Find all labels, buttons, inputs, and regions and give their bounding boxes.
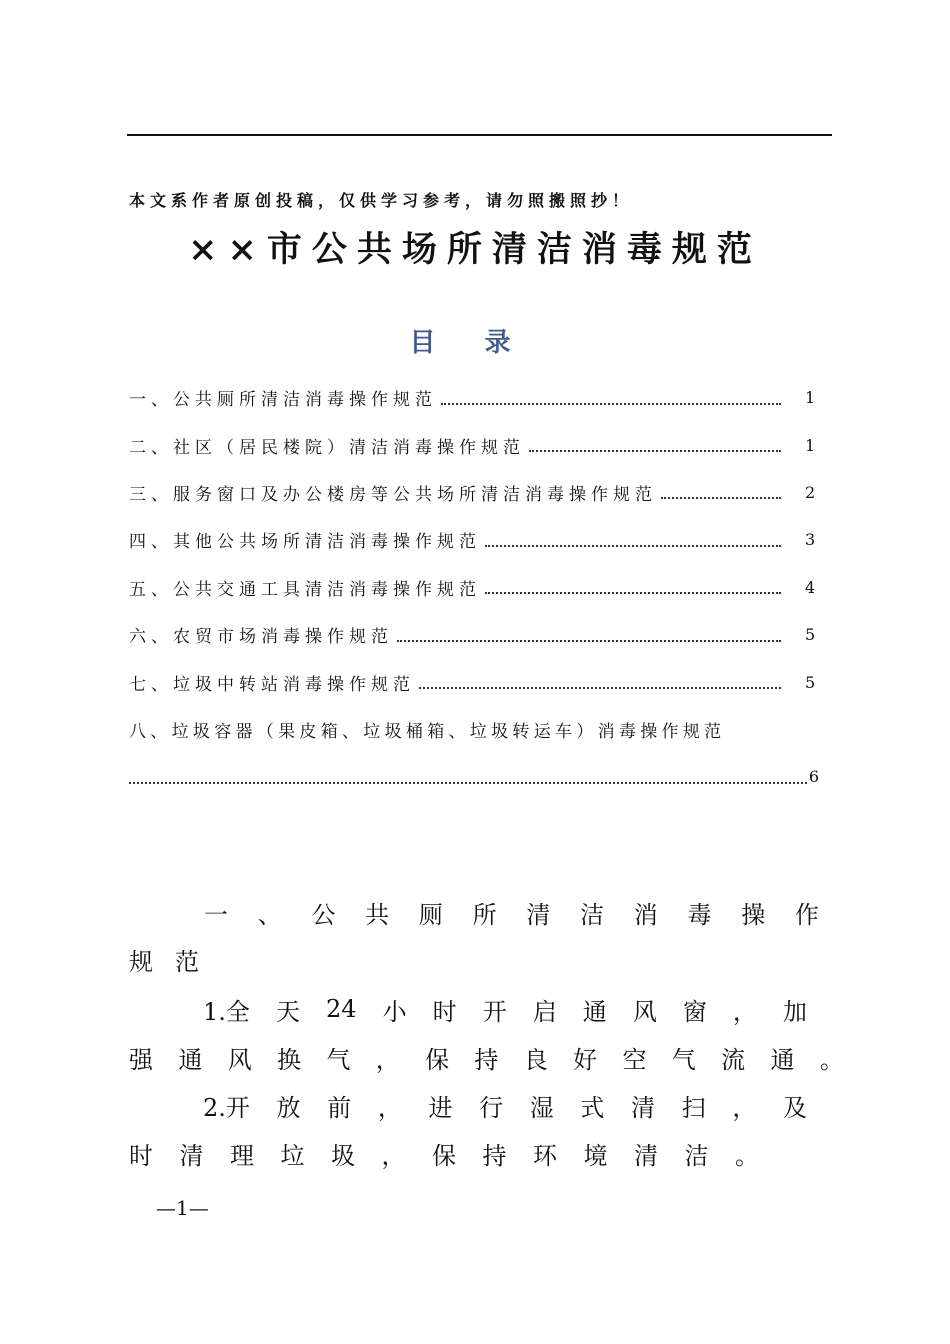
toc-entry-page: 1 (805, 435, 816, 455)
text-char: 风 (227, 1045, 252, 1074)
text-char: 风 (632, 997, 657, 1026)
text-char: 洁 (684, 1141, 709, 1170)
heading-char: 一 (204, 901, 228, 929)
heading-char: 共 (365, 901, 390, 929)
text-char: 强 (129, 1045, 153, 1074)
paragraph-1 (129, 985, 849, 1081)
text-char: 换 (277, 1045, 302, 1074)
toc-leader-dots (485, 592, 781, 594)
toc-entry[interactable] (129, 706, 819, 753)
toc-entry-label: 七、垃圾中转站消毒操作规范 (129, 674, 415, 695)
heading-char: 范 (175, 948, 199, 976)
text-char: ， (732, 997, 757, 1026)
text-char: 气 (326, 1045, 351, 1074)
text-char: 小 (382, 997, 407, 1026)
heading-char: 操 (741, 901, 766, 929)
text-char: 放 (276, 1093, 301, 1122)
toc-entry[interactable] (129, 469, 819, 516)
heading-char: 作 (794, 901, 819, 929)
toc-entry-page: 1 (805, 388, 816, 408)
text-char: 时 (129, 1141, 153, 1170)
text-char: 扫 (681, 1093, 706, 1122)
paragraph-line (129, 985, 807, 1033)
text-char: 理 (230, 1141, 254, 1170)
section-heading-line1 (129, 892, 819, 939)
heading-char: 厕 (418, 901, 443, 929)
heading-char: 清 (526, 901, 551, 929)
toc-leader-dots (129, 782, 807, 784)
toc-entry-page: 6 (808, 767, 819, 787)
toc-entry[interactable] (129, 658, 819, 705)
text-char: 天 (275, 997, 300, 1026)
heading-char: 消 (633, 901, 658, 929)
text-char: 持 (474, 1045, 499, 1074)
text-char: 加 (782, 997, 807, 1026)
toc-leader-dots (661, 497, 781, 499)
text-char: 行 (479, 1093, 504, 1122)
text-char: 环 (533, 1141, 557, 1170)
toc-entry-label: 四、其他公共场所清洁消毒操作规范 (129, 532, 481, 553)
toc-entry-label: 六、农贸市场消毒操作规范 (129, 627, 393, 648)
paragraph-2 (129, 1081, 849, 1177)
toc-entry-page: 2 (805, 482, 816, 502)
text-char: 持 (482, 1141, 507, 1170)
text-char: 垃 (280, 1141, 305, 1170)
toc-entry-page: 4 (805, 577, 816, 597)
text-char: 前 (327, 1093, 352, 1122)
toc-entry[interactable] (129, 374, 819, 421)
text-char: 通 (770, 1045, 795, 1074)
table-of-contents (129, 374, 819, 801)
toc-entry-label: 一、公共厕所清洁消毒操作规范 (129, 390, 437, 411)
section-heading-line2 (129, 939, 819, 986)
text-char: 。 (819, 1045, 844, 1074)
paragraph-line (129, 1129, 849, 1177)
text-char: 通 (178, 1045, 203, 1074)
heading-char: 洁 (580, 901, 605, 929)
text-char: ， (375, 1045, 400, 1074)
text-char: 空 (622, 1045, 647, 1074)
toc-entry[interactable] (129, 611, 819, 658)
text-char: 时 (432, 997, 457, 1026)
heading-char: 毒 (687, 901, 712, 929)
text-char: 湿 (529, 1093, 554, 1122)
toc-entry[interactable] (129, 564, 819, 611)
paragraph-line (129, 1081, 807, 1129)
text-char: ， (377, 1093, 402, 1122)
text-char: 良 (523, 1045, 548, 1074)
text-char: 。 (735, 1141, 759, 1170)
toc-leader-dots (485, 545, 781, 547)
section-heading (129, 892, 819, 986)
text-char: ， (381, 1141, 406, 1170)
text-char: 清 (631, 1093, 656, 1122)
toc-leader-dots (529, 450, 781, 452)
copyright-notice: 本文系作者原创投稿，仅供学习参考，请勿照搬照抄！ (129, 191, 634, 210)
toc-entry[interactable] (129, 516, 819, 563)
paragraph-line (129, 1033, 844, 1081)
toc-entry-page: 3 (805, 530, 816, 550)
heading-char: 、 (257, 901, 282, 929)
toc-entry-label: 五、公共交通工具清洁消毒操作规范 (129, 579, 481, 600)
text-char: 保 (432, 1141, 456, 1170)
text-char: 启 (532, 997, 557, 1026)
text-char: 境 (583, 1141, 608, 1170)
text-char: 式 (580, 1093, 605, 1122)
toc-leader-dots (441, 403, 781, 405)
text-char: 清 (179, 1141, 204, 1170)
toc-entry-page: 5 (805, 672, 816, 692)
text-char: 清 (634, 1141, 658, 1170)
heading-char: 公 (311, 901, 336, 929)
toc-entry-continuation[interactable] (129, 753, 819, 800)
header-rule (127, 134, 832, 136)
text-char: 通 (582, 997, 607, 1026)
text-char: ， (732, 1093, 757, 1122)
page-number: —1— (156, 1196, 209, 1220)
toc-entry[interactable] (129, 421, 819, 468)
heading-char: 规 (129, 948, 153, 976)
toc-entry-label: 八、垃圾容器（果皮箱、垃圾桶箱、垃圾转运车）消毒操作规范 (129, 721, 726, 742)
text-char: 开 (482, 997, 507, 1026)
text-char: 气 (671, 1045, 696, 1074)
text-char: 圾 (331, 1141, 355, 1170)
toc-entry-label: 二、社区（居民楼院）清洁消毒操作规范 (129, 437, 525, 458)
toc-leader-dots (397, 640, 781, 642)
text-char: 24 (326, 995, 357, 1023)
text-char: 2.开 (203, 1093, 250, 1122)
toc-heading: 目 录 (409, 328, 531, 358)
text-char: 窗 (682, 997, 707, 1026)
text-char: 及 (782, 1093, 807, 1122)
text-char: 流 (721, 1045, 746, 1074)
toc-entry-page: 5 (805, 625, 816, 645)
text-char: 保 (425, 1045, 450, 1074)
heading-char: 所 (472, 901, 497, 929)
toc-leader-dots (419, 687, 781, 689)
text-char: 好 (573, 1045, 598, 1074)
toc-entry-label: 三、服务窗口及办公楼房等公共场所清洁消毒操作规范 (129, 484, 657, 505)
text-char: 进 (428, 1093, 453, 1122)
text-char: 1.全 (203, 997, 250, 1026)
document-title: ××市公共场所清洁消毒规范 (188, 229, 762, 270)
